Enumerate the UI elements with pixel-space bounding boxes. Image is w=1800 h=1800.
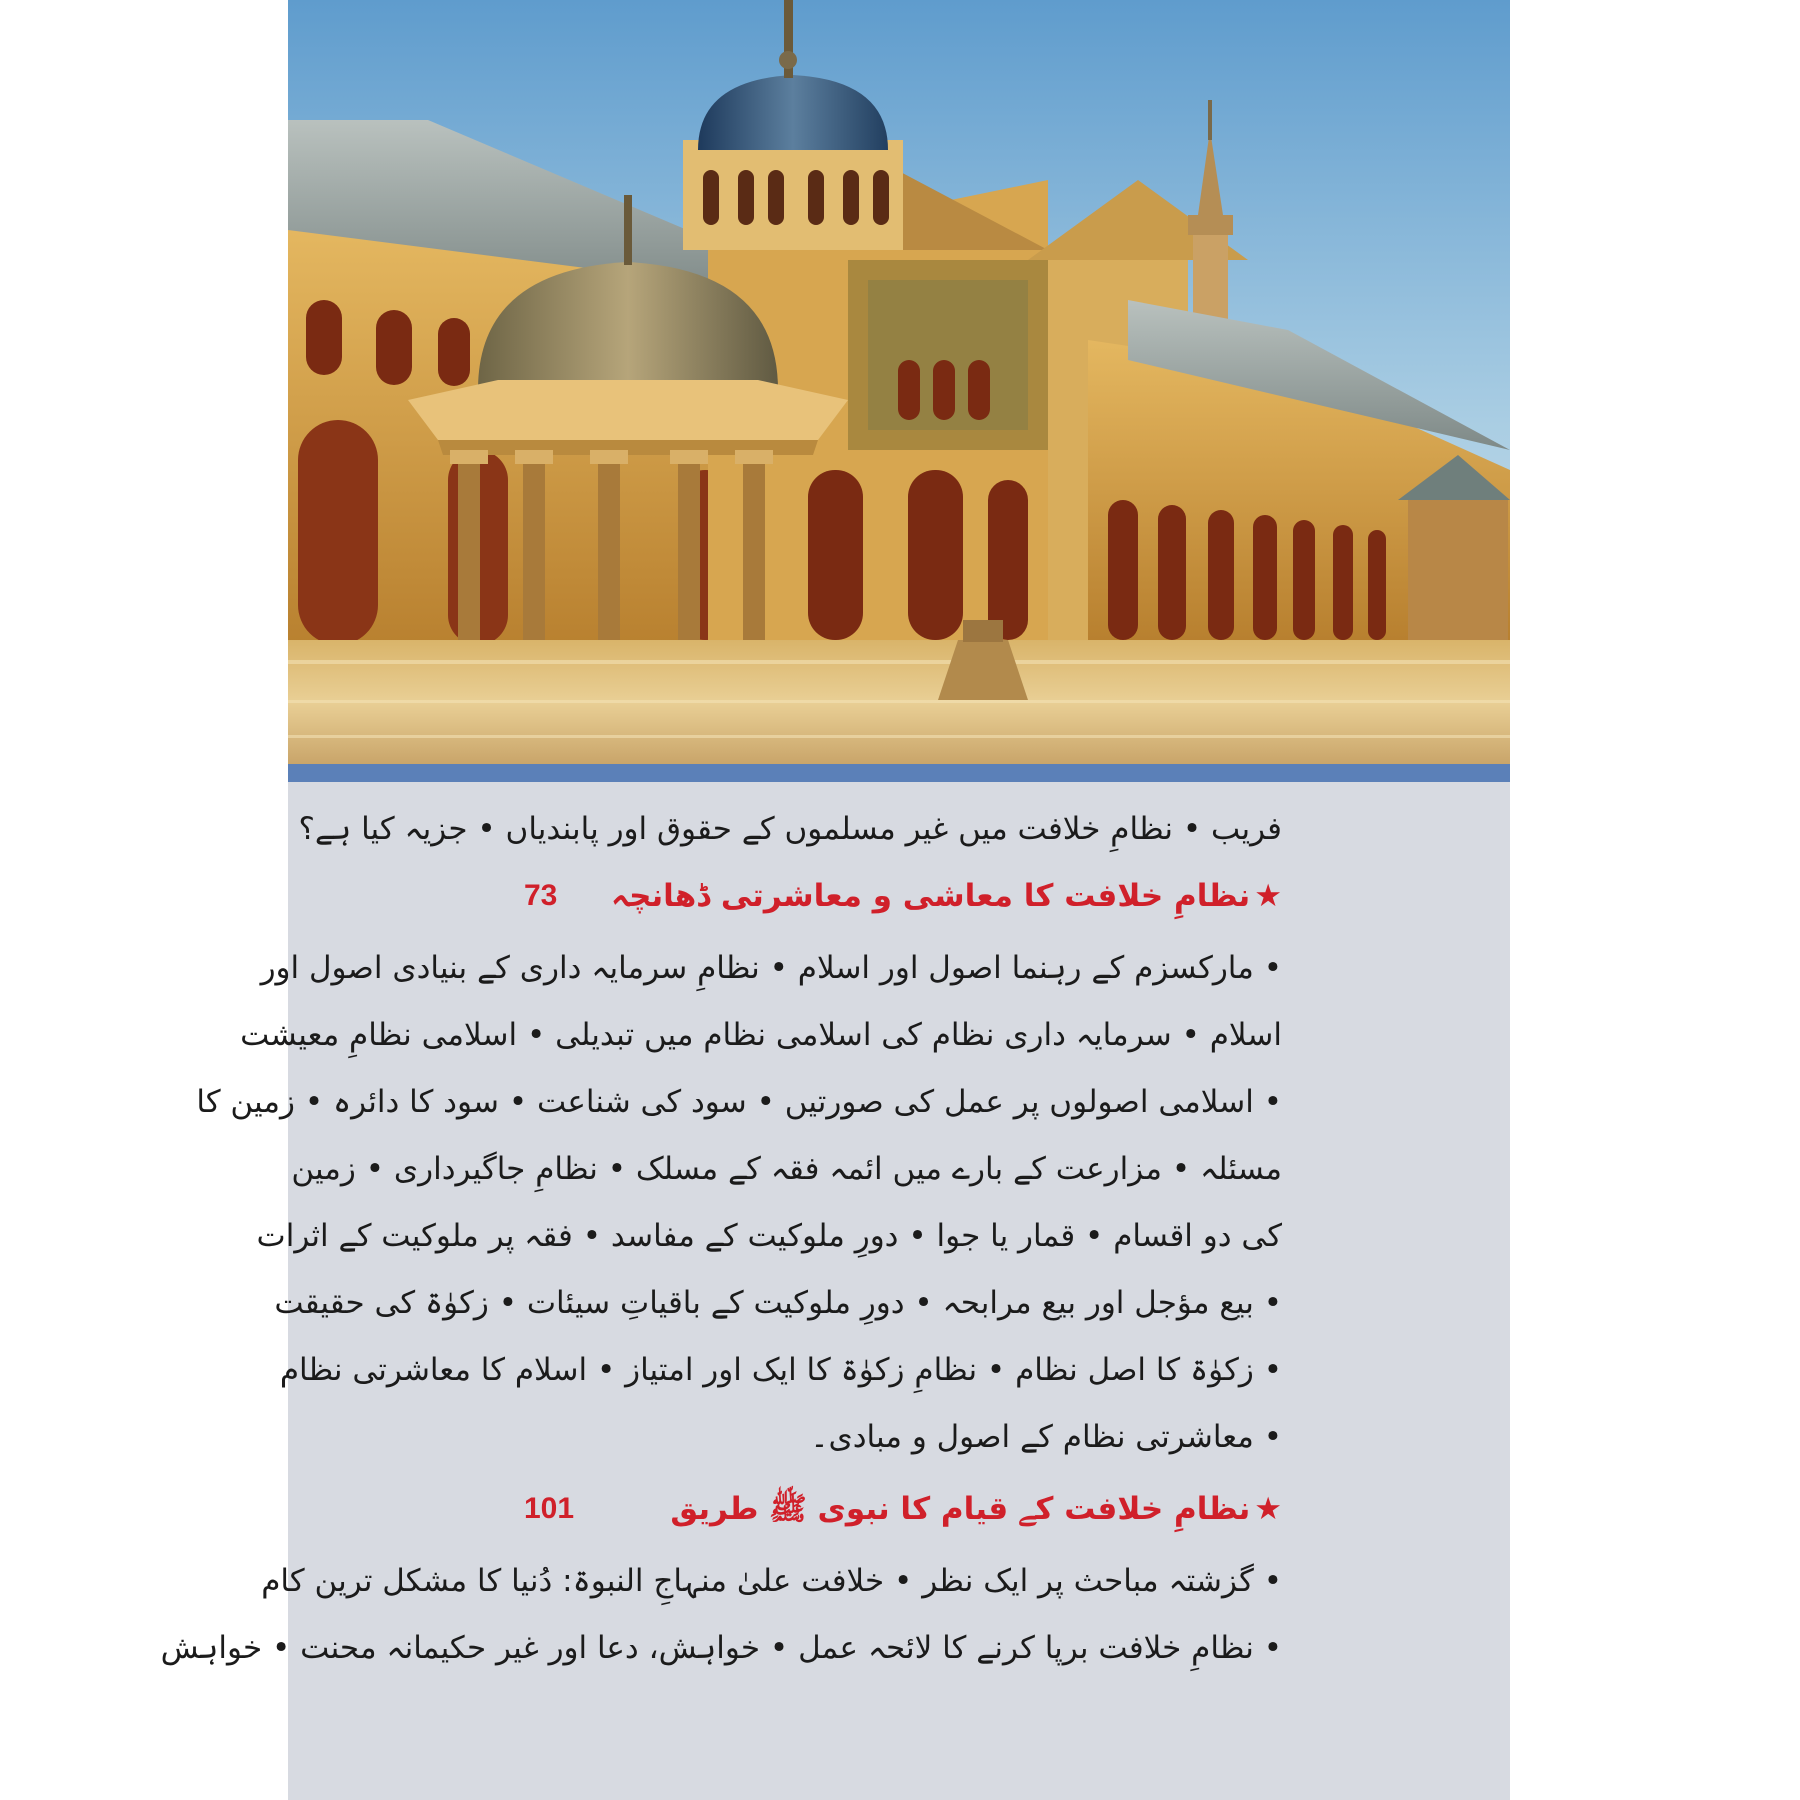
toc-line: اسلام • سرمایہ داری نظام کی اسلامی نظام میں تبدیلی • اسلامی نظامِ معیشت [240,1017,1282,1053]
section-title: نظامِ خلافت کا معاشی و معاشرتی ڈھانچہ [610,878,1251,914]
toc-line: • گزشتہ مباحث پر ایک نظر • خلافت علیٰ منہاجِ النبوۃ: دُنیا کا مشکل ترین کام [261,1563,1282,1599]
star-icon: ★ [1254,1491,1282,1527]
book-page [160,0,1510,1800]
divider-bar [288,764,1510,782]
section-heading-1 [522,872,1282,920]
page-number: 73 [524,879,558,912]
section-heading-2 [522,1485,1282,1533]
toc-line: • زکوٰۃ کا اصل نظام • نظامِ زکوٰۃ کا ایک اور امتیاز • اسلام کا معاشرتی نظام [279,1352,1282,1388]
toc-line: • معاشرتی نظام کے اصول و مبادی۔ [810,1419,1282,1455]
page-number: 101 [524,1492,575,1525]
toc-line: • اسلامی اصولوں پر عمل کی صورتیں • سود کی شناعت • سود کا دائرہ • زمین کا [196,1084,1282,1120]
section-title: نظامِ خلافت کے قیام کا نبوی ﷺ طریق [670,1491,1251,1527]
toc-line: • مارکسزم کے رہنما اصول اور اسلام • نظامِ سرمایہ داری کے بنیادی اصول اور [260,950,1282,986]
table-of-contents [160,782,1510,1800]
toc-line: • نظامِ خلافت برپا کرنے کا لائحہ عمل • خواہش، دعا اور غیر حکیمانہ محنت • خواہش [160,1630,1282,1666]
intro-line: فریب • نظامِ خلافت میں غیر مسلموں کے حقوق اور پابندیاں • جزیہ کیا ہے؟ [298,811,1282,847]
toc-line: کی دو اقسام • قمار یا جوا • دورِ ملوکیت کے مفاسد • فقہ پر ملوکیت کے اثرات [256,1218,1282,1254]
toc-line: • بیع مؤجل اور بیع مرابحہ • دورِ ملوکیت کے باقیاتِ سیئات • زکوٰۃ کی حقیقت [274,1285,1282,1321]
toc-line: مسئلہ • مزارعت کے بارے میں ائمہ فقہ کے مسلک • نظامِ جاگیرداری • زمین [291,1151,1282,1187]
mosque-photo [288,0,1510,764]
star-icon: ★ [1254,878,1282,914]
